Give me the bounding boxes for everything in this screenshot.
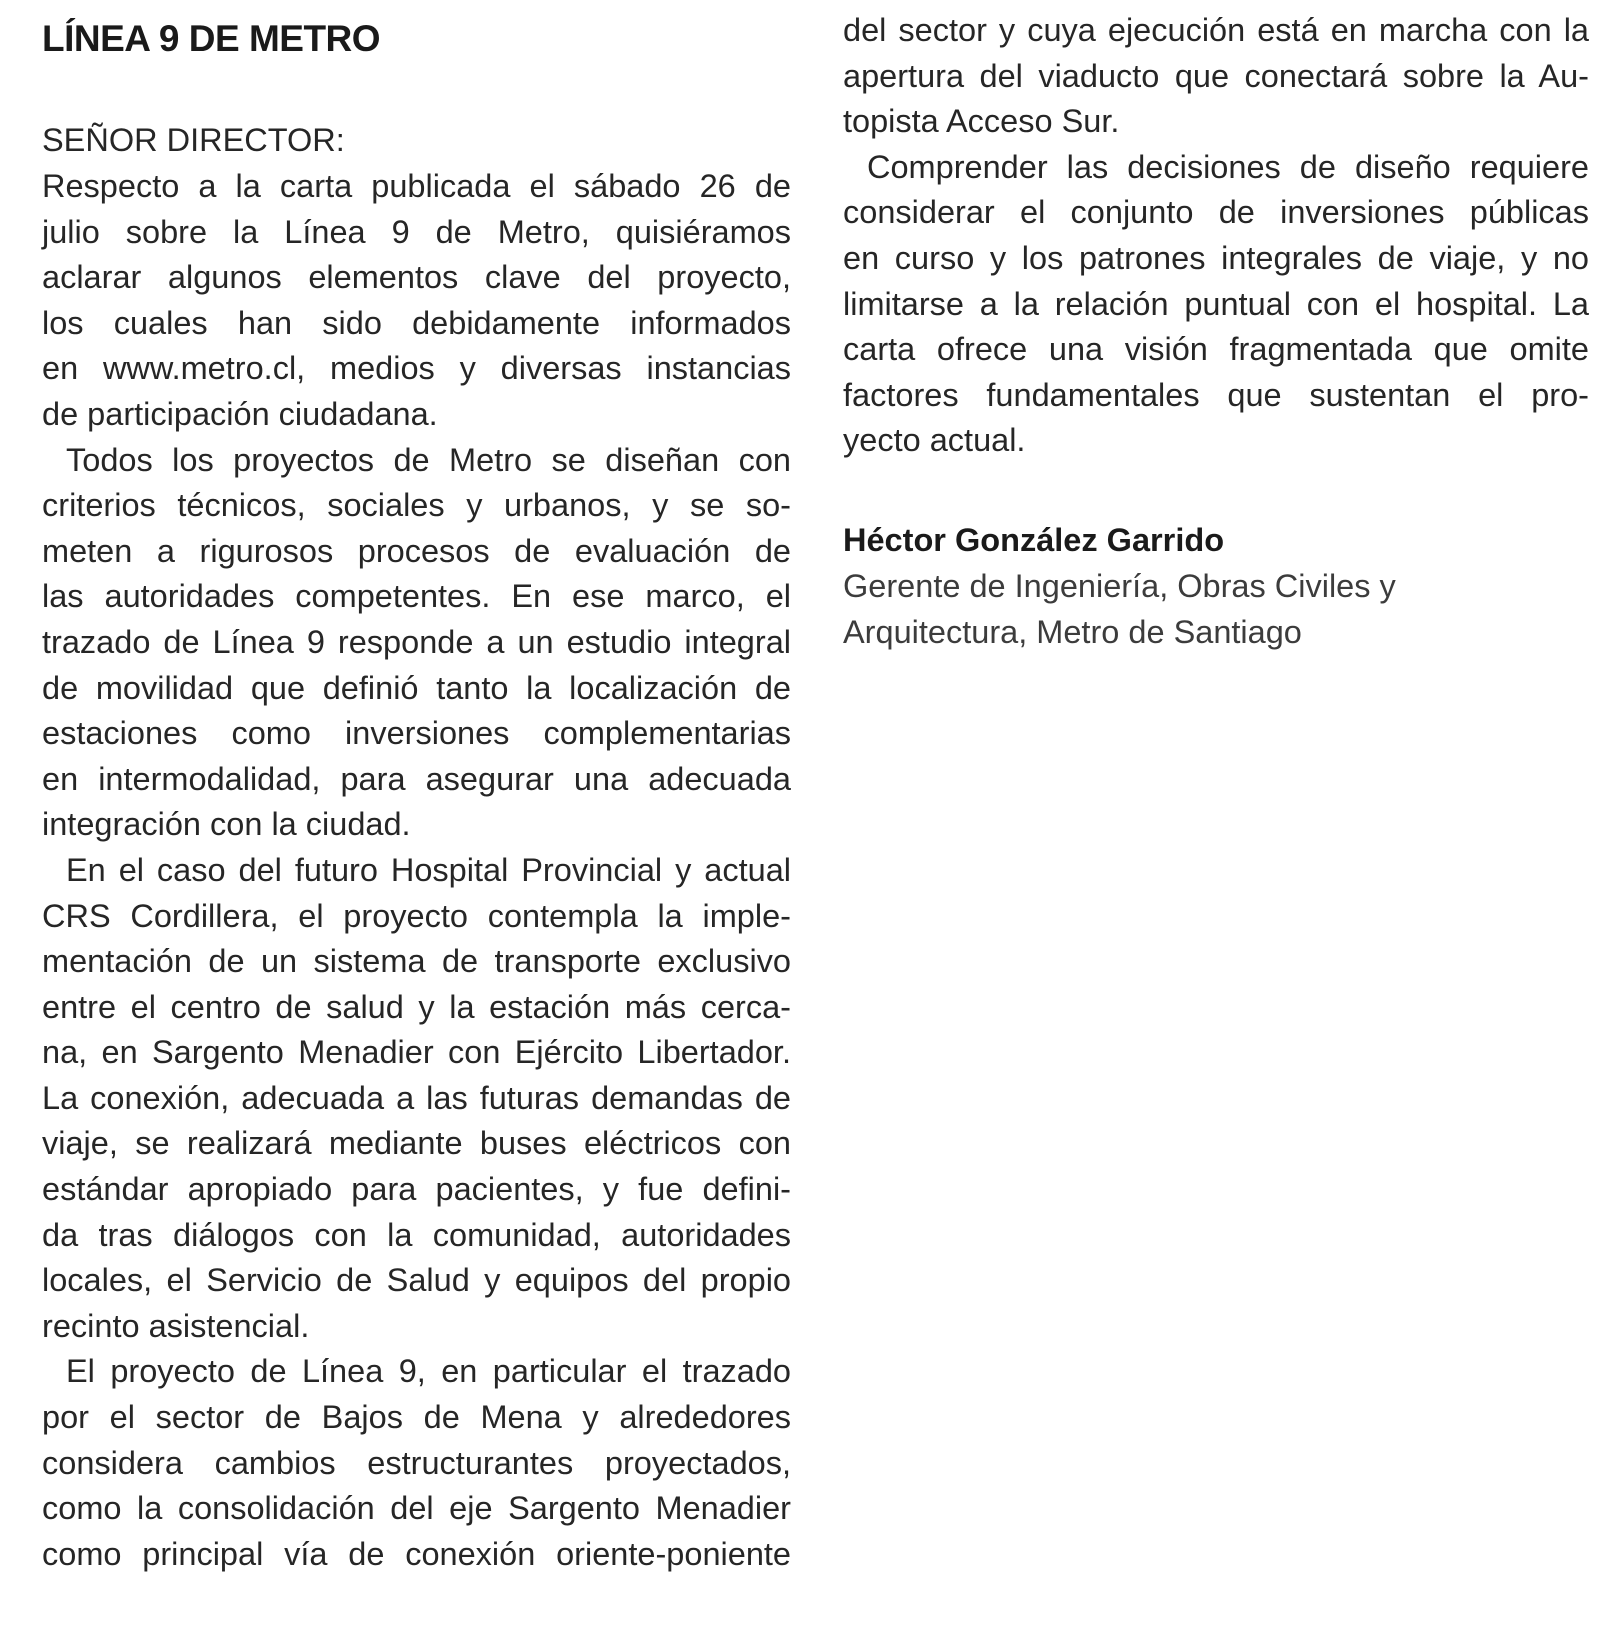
body-line: Comprender las decisiones de diseño requiere xyxy=(867,148,1589,185)
body-line: Respecto a la carta publicada el sábado 26 de xyxy=(42,168,791,204)
body-line: en www.metro.cl, medios y diversas instancias xyxy=(42,350,791,387)
body-line: por el sector de Bajos de Mena y alrededores xyxy=(42,1399,791,1436)
body-line: meten a rigurosos procesos de evaluación de xyxy=(42,532,791,569)
letter-body-right-column xyxy=(843,8,1589,464)
signer-role xyxy=(843,564,1396,655)
body-line: na, en Sargento Menadier con Ejército Libertador. xyxy=(42,1034,791,1071)
body-line: criterios técnicos, sociales y urbanos, y se so- xyxy=(42,487,791,524)
body-line: considerar el conjunto de inversiones públicas xyxy=(843,194,1589,231)
body-line: viaje, se realizará mediante buses eléctricos con xyxy=(42,1125,791,1162)
body-line: considera cambios estructurantes proyectados, xyxy=(42,1444,791,1481)
body-line: da tras diálogos con la comunidad, autoridades xyxy=(42,1216,791,1253)
body-line: de participación ciudadana. xyxy=(42,395,438,432)
body-line: como la consolidación del eje Sargento Menadier xyxy=(42,1490,791,1527)
body-line: aclarar algunos elementos clave del proyecto, xyxy=(42,259,791,296)
body-line: del sector y cuya ejecución está en marcha con la xyxy=(843,12,1589,48)
body-line: entre el centro de salud y la estación más cerca- xyxy=(42,988,791,1025)
body-line: El proyecto de Línea 9, en particular el trazado xyxy=(66,1353,791,1390)
body-line: apertura del viaducto que conectará sobre la Au- xyxy=(843,57,1589,94)
body-line: como principal vía de conexión oriente-poniente xyxy=(42,1535,791,1572)
body-line: recinto asistencial. xyxy=(42,1307,310,1344)
body-line: estándar apropiado para pacientes, y fue defini- xyxy=(42,1171,791,1208)
body-line: de movilidad que definió tanto la localización de xyxy=(42,669,791,706)
body-line: las autoridades competentes. En ese marco, el xyxy=(42,578,791,615)
body-line: estaciones como inversiones complementarias xyxy=(42,715,791,752)
body-line: topista Acceso Sur. xyxy=(843,103,1120,140)
body-line: En el caso del futuro Hospital Provincial y actual xyxy=(66,851,791,888)
body-line: yecto actual. xyxy=(843,422,1026,459)
body-line: factores fundamentales que sustentan el pro- xyxy=(843,376,1589,413)
body-line: los cuales han sido debidamente informados xyxy=(42,304,791,341)
signer-name: Héctor González Garrido xyxy=(843,522,1225,558)
body-line: carta ofrece una visión fragmentada que omite xyxy=(843,331,1589,368)
body-line: mentación de un sistema de transporte exclusivo xyxy=(42,943,791,980)
body-line: integración con la ciudad. xyxy=(42,806,411,843)
body-line: Todos los proyectos de Metro se diseñan con xyxy=(66,441,791,478)
letter-body-left-column xyxy=(42,164,791,1577)
body-line: julio sobre la Línea 9 de Metro, quisiéramos xyxy=(42,213,791,250)
body-line: en curso y los patrones integrales de viaje, y no xyxy=(843,239,1589,276)
body-line: trazado de Línea 9 responde a un estudio integral xyxy=(42,623,791,660)
signer-role-line: Gerente de Ingeniería, Obras Civiles y xyxy=(843,568,1396,604)
body-line: La conexión, adecuada a las futuras demandas de xyxy=(42,1079,791,1116)
body-line: locales, el Servicio de Salud y equipos del propio xyxy=(42,1262,791,1299)
body-line: CRS Cordillera, el proyecto contempla la imple- xyxy=(42,897,791,934)
letter-headline: LÍNEA 9 DE METRO xyxy=(42,18,381,59)
signer-role-line: Arquitectura, Metro de Santiago xyxy=(843,613,1302,650)
body-line: en intermodalidad, para asegurar una adecuada xyxy=(42,760,791,797)
letter-salutation: SEÑOR DIRECTOR: xyxy=(42,122,345,158)
body-line: limitarse a la relación puntual con el hospital. La xyxy=(843,285,1589,322)
